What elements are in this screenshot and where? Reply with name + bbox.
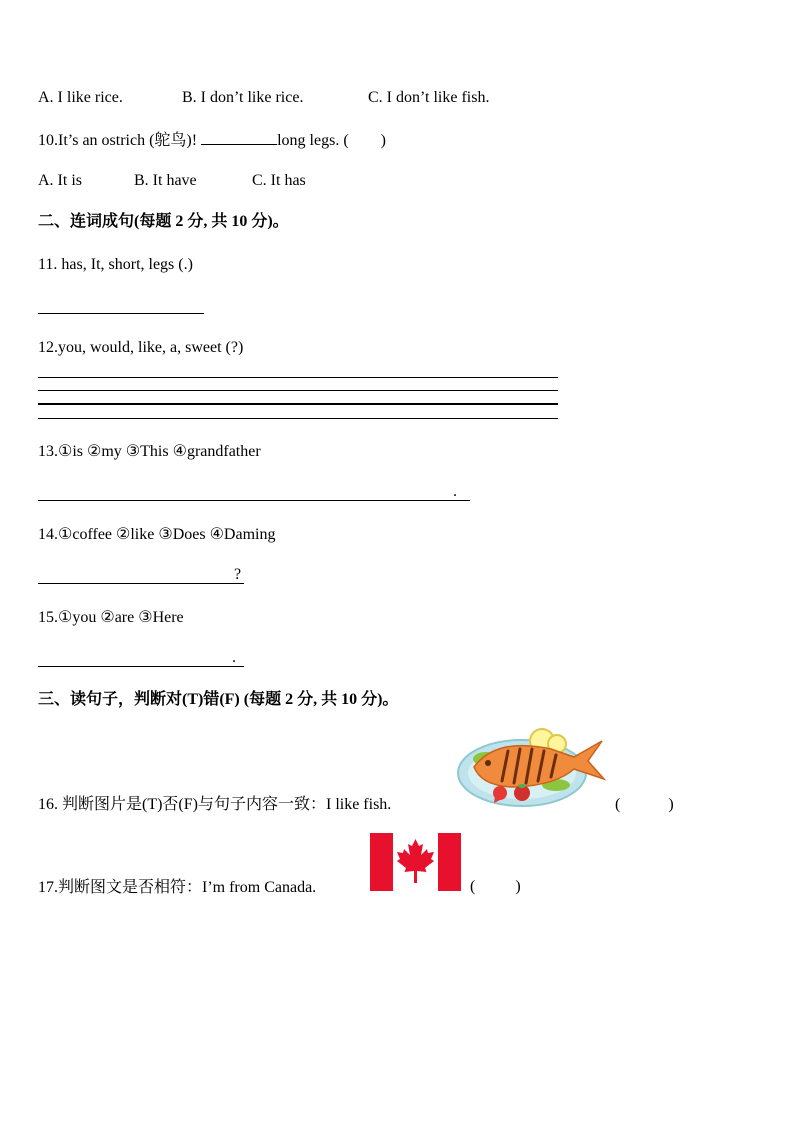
section2-heading: 二、连词成句(每题 2 分, 共 10 分)。 — [38, 213, 289, 230]
q15-end-punct: . — [232, 649, 236, 666]
q17-answer-paren[interactable]: ( ) — [470, 878, 521, 895]
canada-flag-icon — [370, 833, 461, 891]
q10-suffix: long legs. — [277, 132, 340, 149]
q14-end-punct: ? — [234, 566, 242, 583]
q17-statement: 17.判断图文是否相符：I’m from Canada. — [38, 879, 317, 896]
q15-prompt: 15.①you ②are ③Here — [38, 609, 184, 626]
q12-answer-line-2[interactable] — [38, 390, 558, 391]
q13-answer-line[interactable] — [38, 500, 470, 501]
q9-option-a: A. I like rice. — [38, 89, 123, 106]
q10-blank[interactable] — [201, 130, 277, 145]
q15-answer-line[interactable] — [38, 666, 244, 667]
q10-prefix: 10.It’s an ostrich (鸵鸟)! — [38, 132, 198, 149]
q12-prompt: 12.you, would, like, a, sweet (?) — [38, 339, 244, 356]
grilled-fish-icon — [456, 727, 606, 811]
q10-question — [38, 130, 386, 151]
q13-end-punct: . — [453, 483, 457, 500]
q11-answer-line[interactable] — [38, 313, 204, 314]
section3-heading: 三、读句子，判断对(T)错(F) (每题 2 分, 共 10 分)。 — [38, 691, 399, 708]
q11-prompt: 11. has, It, short, legs (.) — [38, 256, 193, 273]
q10-answer-paren[interactable]: ( ) — [343, 132, 386, 149]
q14-prompt: 14.①coffee ②like ③Does ④Daming — [38, 526, 276, 543]
q10-option-c: C. It has — [252, 172, 306, 189]
q10-option-b: B. It have — [134, 172, 197, 189]
q12-answer-line-4[interactable] — [38, 418, 558, 419]
q9-option-b: B. I don’t like rice. — [182, 89, 304, 106]
q10-option-a: A. It is — [38, 172, 82, 189]
q9-option-c: C. I don’t like fish. — [368, 89, 490, 106]
q16-statement: 16. 判断图片是(T)否(F)与句子内容一致：I like fish. — [38, 796, 392, 813]
q13-prompt: 13.①is ②my ③This ④grandfather — [38, 443, 261, 460]
q12-answer-line-3[interactable] — [38, 403, 558, 405]
q14-answer-line[interactable] — [38, 583, 244, 584]
q16-answer-paren[interactable]: ( ) — [615, 796, 674, 813]
q12-answer-line-1[interactable] — [38, 377, 558, 378]
